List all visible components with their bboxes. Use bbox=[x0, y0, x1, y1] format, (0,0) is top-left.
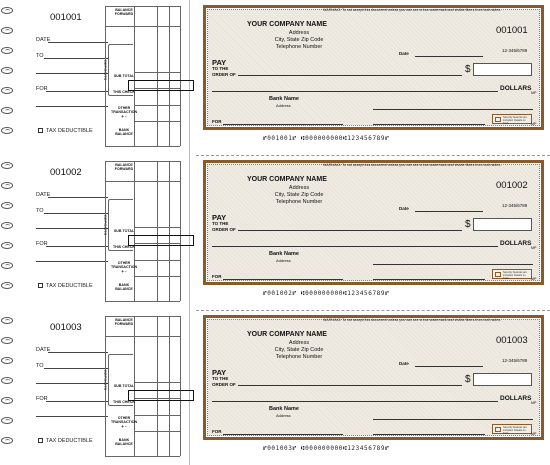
stub-sub-total-label: SUB TOTAL bbox=[113, 384, 135, 388]
stub-for-label: FOR bbox=[36, 241, 48, 247]
stub-tax-deductible-label: TAX DEDUCTIBLE bbox=[46, 128, 93, 134]
stub-balance-forward-label: BALANCE FORWARD bbox=[114, 163, 134, 171]
bank-address: Address bbox=[276, 258, 291, 263]
stub-sub-total-label: SUB TOTAL bbox=[113, 74, 135, 78]
to-the-order-label: TO THE ORDER OF bbox=[212, 221, 236, 232]
amount-box[interactable] bbox=[473, 373, 532, 386]
stub-deposits-label: DEPOSITS bbox=[103, 370, 108, 391]
amount-box[interactable] bbox=[473, 218, 532, 231]
pay-label: PAY bbox=[212, 368, 227, 377]
tax-deductible-checkbox[interactable] bbox=[38, 283, 43, 288]
mp-mark: MP bbox=[531, 277, 537, 281]
mp-mark: MP bbox=[531, 432, 537, 436]
stub-this-check-label: THIS CHECK bbox=[113, 90, 135, 94]
pay-label: PAY bbox=[212, 58, 227, 67]
check-stub bbox=[14, 310, 190, 465]
padlock-icon bbox=[495, 272, 501, 277]
memo-line[interactable] bbox=[223, 279, 343, 280]
tax-deductible-checkbox[interactable] bbox=[38, 128, 43, 133]
stub-to-line[interactable] bbox=[44, 213, 108, 214]
stub-for-line-2[interactable] bbox=[36, 261, 108, 262]
amount-words-line[interactable] bbox=[212, 246, 498, 247]
bank-address: Address bbox=[276, 413, 291, 418]
security-text: Security features are included. Details on back. bbox=[503, 116, 527, 125]
stub-check-number: 001003 bbox=[50, 322, 82, 333]
stub-date-line[interactable] bbox=[48, 352, 108, 353]
stub-bank-balance-label: BANK BALANCE bbox=[115, 128, 133, 136]
stub-deposits-label: DEPOSITS bbox=[103, 215, 108, 236]
stub-for-label: FOR bbox=[36, 86, 48, 92]
check-number: 001001 bbox=[496, 25, 528, 36]
payee-line[interactable] bbox=[238, 75, 462, 76]
stub-for-line[interactable] bbox=[46, 401, 108, 402]
dollar-sign: $ bbox=[465, 219, 471, 230]
signature-line-1[interactable] bbox=[373, 419, 533, 420]
date-line[interactable] bbox=[415, 211, 483, 212]
stub-sub-total-label: SUB TOTAL bbox=[113, 229, 135, 233]
bank-address: Address bbox=[276, 103, 291, 108]
stub-this-check-label: THIS CHECK bbox=[113, 400, 135, 404]
mp-mark-right: MP bbox=[531, 91, 537, 95]
date-line[interactable] bbox=[415, 56, 483, 57]
company-name: YOUR COMPANY NAME bbox=[247, 176, 327, 183]
date-label: Date bbox=[399, 361, 409, 366]
stub-for-line[interactable] bbox=[46, 246, 108, 247]
to-the-order-label: TO THE ORDER OF bbox=[212, 376, 236, 387]
memo-line[interactable] bbox=[223, 124, 343, 125]
bank-name: Bank Name bbox=[269, 96, 299, 102]
payee-line[interactable] bbox=[238, 230, 462, 231]
stub-to-line[interactable] bbox=[44, 58, 108, 59]
date-label: Date bbox=[399, 206, 409, 211]
routing-fraction: 12-345/6789 bbox=[502, 358, 528, 363]
company-address: Address bbox=[288, 340, 310, 346]
check-number: 001002 bbox=[496, 180, 528, 191]
bank-name: Bank Name bbox=[269, 251, 299, 257]
memo-label: FOR bbox=[212, 429, 222, 434]
check-number: 001003 bbox=[496, 335, 528, 346]
pay-label: PAY bbox=[212, 213, 227, 222]
stub-date-line[interactable] bbox=[48, 42, 108, 43]
date-label: Date bbox=[399, 51, 409, 56]
amount-words-line[interactable] bbox=[212, 91, 498, 92]
micr-line: ⑈001003⑈ ⑆000000000⑆123456789⑈ bbox=[263, 445, 390, 452]
stub-to-line-2[interactable] bbox=[36, 228, 108, 229]
stub-plus-minus-label: + - bbox=[121, 269, 127, 274]
company-city: City, State Zip Code bbox=[274, 192, 324, 198]
amount-words-line[interactable] bbox=[212, 401, 498, 402]
stub-tax-deductible-label: TAX DEDUCTIBLE bbox=[46, 438, 93, 444]
stub-for-line-2[interactable] bbox=[36, 106, 108, 107]
security-features-box bbox=[492, 424, 532, 434]
stub-to-line-2[interactable] bbox=[36, 383, 108, 384]
stub-bank-balance-label: BANK BALANCE bbox=[115, 438, 133, 446]
stub-to-line[interactable] bbox=[44, 368, 108, 369]
company-city: City, State Zip Code bbox=[274, 37, 324, 43]
check-unit-1 bbox=[0, 0, 550, 155]
dollar-sign: $ bbox=[465, 374, 471, 385]
padlock-icon bbox=[495, 117, 501, 122]
stub-other-transaction-label: OTHER TRANSACTION bbox=[111, 106, 138, 114]
dollar-sign: $ bbox=[465, 64, 471, 75]
check-stub bbox=[14, 155, 190, 310]
amount-box[interactable] bbox=[473, 63, 532, 76]
payee-line[interactable] bbox=[238, 385, 462, 386]
company-city: City, State Zip Code bbox=[274, 347, 324, 353]
company-phone: Telephone Number bbox=[275, 354, 323, 360]
company-phone: Telephone Number bbox=[275, 44, 323, 50]
date-line[interactable] bbox=[415, 366, 483, 367]
stub-to-label: TO bbox=[36, 363, 44, 369]
signature-line-2[interactable] bbox=[373, 124, 485, 125]
stub-balance-forward-label: BALANCE FORWARD bbox=[114, 318, 134, 326]
mp-mark: MP bbox=[531, 122, 537, 126]
signature-line-2[interactable] bbox=[373, 279, 485, 280]
check bbox=[203, 160, 544, 285]
stub-bank-balance-label: BANK BALANCE bbox=[115, 283, 133, 291]
signature-line-1[interactable] bbox=[373, 109, 533, 110]
check-warning-text: WARNING: To not accept this document unless you can see a true watermark and visible fibers from both sides. bbox=[323, 318, 501, 322]
company-name: YOUR COMPANY NAME bbox=[247, 331, 327, 338]
check-warning-text: WARNING: To not accept this document unless you can see a true watermark and visible fibers from both sides. bbox=[323, 163, 501, 167]
stub-this-check-box bbox=[128, 390, 194, 401]
memo-line[interactable] bbox=[223, 434, 343, 435]
stub-plus-minus-label: + - bbox=[121, 114, 127, 119]
dollars-label: DOLLARS bbox=[500, 395, 532, 402]
security-features-box bbox=[492, 269, 532, 279]
check-stub bbox=[14, 0, 190, 155]
stub-date-line[interactable] bbox=[48, 197, 108, 198]
stub-this-check-label: THIS CHECK bbox=[113, 245, 135, 249]
company-address: Address bbox=[288, 185, 310, 191]
bank-name: Bank Name bbox=[269, 406, 299, 412]
check bbox=[203, 315, 544, 440]
stub-to-label: TO bbox=[36, 208, 44, 214]
company-phone: Telephone Number bbox=[275, 199, 323, 205]
signature-line-1[interactable] bbox=[373, 264, 533, 265]
stub-other-transaction-label: OTHER TRANSACTION bbox=[111, 416, 138, 424]
to-the-order-label: TO THE ORDER OF bbox=[212, 66, 236, 77]
micr-line: ⑈001001⑈ ⑆000000000⑆123456789⑈ bbox=[263, 135, 390, 142]
routing-fraction: 12-345/6789 bbox=[502, 48, 528, 53]
padlock-icon bbox=[495, 427, 501, 432]
stub-to-label: TO bbox=[36, 53, 44, 59]
stub-check-number: 001002 bbox=[50, 167, 82, 178]
stub-date-label: DATE bbox=[36, 192, 51, 198]
stub-check-number: 001001 bbox=[50, 12, 82, 23]
check-warning-text: WARNING: To not accept this document unless you can see a true watermark and visible fibers from both sides. bbox=[323, 8, 501, 12]
stub-for-line[interactable] bbox=[46, 91, 108, 92]
micr-line: ⑈001002⑈ ⑆000000000⑆123456789⑈ bbox=[263, 290, 390, 297]
routing-fraction: 12-345/6789 bbox=[502, 203, 528, 208]
stub-plus-minus-label: + - bbox=[121, 424, 127, 429]
security-features-box bbox=[492, 114, 532, 124]
tax-deductible-checkbox[interactable] bbox=[38, 438, 43, 443]
stub-for-label: FOR bbox=[36, 396, 48, 402]
stub-date-label: DATE bbox=[36, 37, 51, 43]
security-text: Security features are included. Details on back. bbox=[503, 271, 527, 280]
stub-to-line-2[interactable] bbox=[36, 73, 108, 74]
dollars-label: DOLLARS bbox=[500, 85, 532, 92]
stub-for-line-2[interactable] bbox=[36, 416, 108, 417]
memo-label: FOR bbox=[212, 119, 222, 124]
check-unit-3 bbox=[0, 310, 550, 465]
dollars-label: DOLLARS bbox=[500, 240, 532, 247]
stub-tax-deductible-label: TAX DEDUCTIBLE bbox=[46, 283, 93, 289]
memo-label: FOR bbox=[212, 274, 222, 279]
stub-date-label: DATE bbox=[36, 347, 51, 353]
stub-this-check-box bbox=[128, 80, 194, 91]
signature-line-2[interactable] bbox=[373, 434, 485, 435]
mp-mark-right: MP bbox=[531, 401, 537, 405]
company-name: YOUR COMPANY NAME bbox=[247, 21, 327, 28]
stub-this-check-box bbox=[128, 235, 194, 246]
check bbox=[203, 5, 544, 130]
stub-deposits-label: DEPOSITS bbox=[103, 60, 108, 81]
security-text: Security features are included. Details on back. bbox=[503, 426, 527, 435]
company-address: Address bbox=[288, 30, 310, 36]
mp-mark-right: MP bbox=[531, 246, 537, 250]
check-unit-2 bbox=[0, 155, 550, 310]
stub-other-transaction-label: OTHER TRANSACTION bbox=[111, 261, 138, 269]
stub-balance-forward-label: BALANCE FORWARD bbox=[114, 8, 134, 16]
